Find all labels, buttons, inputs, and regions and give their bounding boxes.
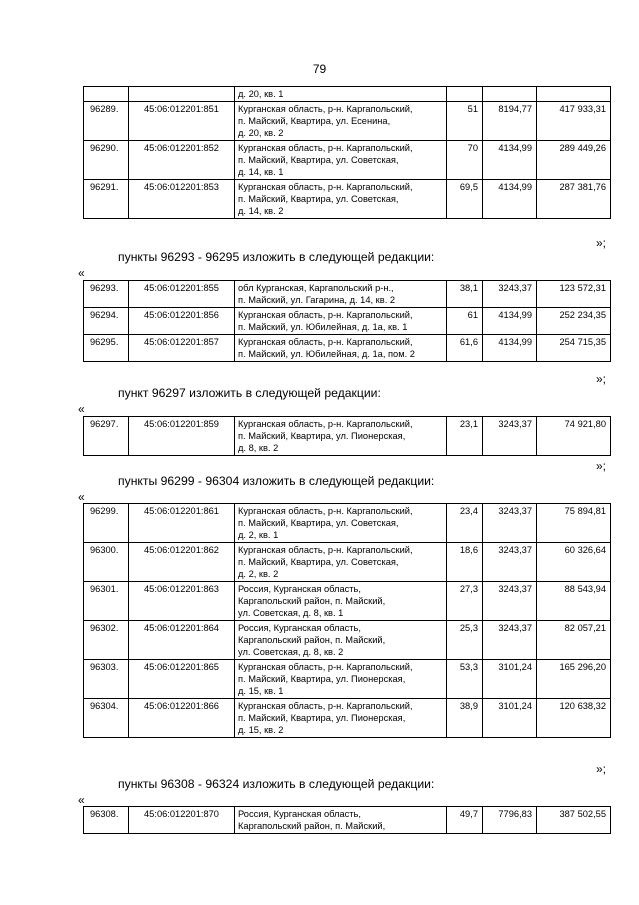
- area-cell: 69,5: [447, 180, 483, 219]
- address-cell: обл Курганская, Каргапольский р-н., п. Майский, ул. Гагарина, д. 14, кв. 2: [235, 281, 447, 308]
- table-body: [84, 417, 611, 456]
- price-per-sqm-cell: 3243,37: [483, 281, 537, 308]
- address-cell: Курганская область, р-н. Каргапольский, п. Майский, Квартира, ул. Советская, д. 14, кв. 2: [235, 180, 447, 219]
- table-body: [84, 807, 611, 834]
- price-per-sqm-cell: 4134,99: [483, 308, 537, 335]
- area-cell: 23,1: [447, 417, 483, 456]
- table-body: [84, 87, 611, 219]
- amendment-instruction: пункты 96308 - 96324 изложить в следующей редакции:: [118, 777, 435, 791]
- cadastral-number-cell: 45:06:012201:859: [129, 417, 235, 456]
- table-block-4: [83, 503, 611, 738]
- cadastral-number-cell: 45:06:012201:855: [129, 281, 235, 308]
- row-number-cell: 96289.: [84, 102, 129, 141]
- table-row: [84, 335, 611, 362]
- row-number-cell: 96299.: [84, 504, 129, 543]
- cadastral-value-cell: 289 449,26: [537, 141, 611, 180]
- price-per-sqm-cell: 4134,99: [483, 335, 537, 362]
- price-per-sqm-cell: 4134,99: [483, 141, 537, 180]
- row-number-cell: [84, 87, 129, 102]
- table-row: [84, 621, 611, 660]
- area-cell: 23,4: [447, 504, 483, 543]
- address-cell: Курганская область, р-н. Каргапольский, п. Майский, ул. Юбилейная, д. 1а, кв. 1: [235, 308, 447, 335]
- table-row: [84, 417, 611, 456]
- cadastral-number-cell: 45:06:012201:853: [129, 180, 235, 219]
- close-quote: »;: [596, 372, 607, 386]
- row-number-cell: 96302.: [84, 621, 129, 660]
- table-row: [84, 281, 611, 308]
- open-quote: «: [78, 793, 85, 807]
- row-number-cell: 96291.: [84, 180, 129, 219]
- cadastral-value-cell: 287 381,76: [537, 180, 611, 219]
- close-quote: »;: [596, 236, 607, 250]
- area-cell: 70: [447, 141, 483, 180]
- table-row: [84, 807, 611, 834]
- row-number-cell: 96301.: [84, 582, 129, 621]
- cadastral-value-cell: 387 502,55: [537, 807, 611, 834]
- price-per-sqm-cell: 8194,77: [483, 102, 537, 141]
- page-number: 79: [312, 62, 327, 76]
- cadastral-number-cell: [129, 87, 235, 102]
- open-quote: «: [78, 490, 85, 504]
- price-per-sqm-cell: 3243,37: [483, 504, 537, 543]
- close-quote: »;: [596, 459, 607, 473]
- close-quote: »;: [596, 762, 607, 776]
- row-number-cell: 96308.: [84, 807, 129, 834]
- area-cell: 25,3: [447, 621, 483, 660]
- row-number-cell: 96297.: [84, 417, 129, 456]
- price-per-sqm-cell: 3101,24: [483, 699, 537, 738]
- row-number-cell: 96293.: [84, 281, 129, 308]
- address-cell: Курганская область, р-н. Каргапольский, п. Майский, Квартира, ул. Пионерская, д. 15, кв. 1: [235, 660, 447, 699]
- address-cell: Курганская область, р-н. Каргапольский, п. Майский, Квартира, ул. Пионерская, д. 8, кв. 2: [235, 417, 447, 456]
- area-cell: 27,3: [447, 582, 483, 621]
- open-quote: «: [78, 266, 85, 280]
- table-row: [84, 582, 611, 621]
- cadastral-number-cell: 45:06:012201:866: [129, 699, 235, 738]
- cadastral-number-cell: 45:06:012201:856: [129, 308, 235, 335]
- cadastral-value-cell: 165 296,20: [537, 660, 611, 699]
- cadastral-value-cell: 254 715,35: [537, 335, 611, 362]
- cadastral-value-cell: 82 057,21: [537, 621, 611, 660]
- cadastral-value-cell: 417 933,31: [537, 102, 611, 141]
- cadastral-number-cell: 45:06:012201:852: [129, 141, 235, 180]
- price-per-sqm-cell: 3243,37: [483, 621, 537, 660]
- cadastral-number-cell: 45:06:012201:870: [129, 807, 235, 834]
- row-number-cell: 96300.: [84, 543, 129, 582]
- area-cell: 38,1: [447, 281, 483, 308]
- area-cell: 49,7: [447, 807, 483, 834]
- table-block-3: [83, 416, 611, 456]
- cadastral-value-cell: 120 638,32: [537, 699, 611, 738]
- cadastral-number-cell: 45:06:012201:857: [129, 335, 235, 362]
- table-block-1: [83, 86, 611, 219]
- cadastral-value-cell: 74 921,80: [537, 417, 611, 456]
- price-per-sqm-cell: 3101,24: [483, 660, 537, 699]
- amendment-instruction: пункты 96299 - 96304 изложить в следующей редакции:: [118, 474, 435, 488]
- row-number-cell: 96295.: [84, 335, 129, 362]
- price-per-sqm-cell: 4134,99: [483, 180, 537, 219]
- address-cell: Курганская область, р-н. Каргапольский, п. Майский, ул. Юбилейная, д. 1а, пом. 2: [235, 335, 447, 362]
- cadastral-number-cell: 45:06:012201:864: [129, 621, 235, 660]
- area-cell: 51: [447, 102, 483, 141]
- cadastral-value-cell: 88 543,94: [537, 582, 611, 621]
- table-row: [84, 504, 611, 543]
- address-cell: Россия, Курганская область, Каргапольский район, п. Майский, ул. Советская, д. 8, кв. 1: [235, 582, 447, 621]
- cadastral-value-cell: 75 894,81: [537, 504, 611, 543]
- table-row: [84, 543, 611, 582]
- table-row: [84, 180, 611, 219]
- address-cell: Курганская область, р-н. Каргапольский, п. Майский, Квартира, ул. Советская, д. 2, кв. 2: [235, 543, 447, 582]
- table-row: [84, 699, 611, 738]
- address-cell: Россия, Курганская область, Каргапольский район, п. Майский, ул. Советская, д. 8, кв. 2: [235, 621, 447, 660]
- price-per-sqm-cell: 3243,37: [483, 582, 537, 621]
- address-cell: Курганская область, р-н. Каргапольский, п. Майский, Квартира, ул. Есенина, д. 20, кв. 2: [235, 102, 447, 141]
- cadastral-value-cell: 252 234,35: [537, 308, 611, 335]
- address-cell: Курганская область, р-н. Каргапольский, п. Майский, Квартира, ул. Советская, д. 2, кв. 1: [235, 504, 447, 543]
- row-number-cell: 96290.: [84, 141, 129, 180]
- table-block-2: [83, 280, 611, 362]
- table-row: [84, 660, 611, 699]
- price-per-sqm-cell: 3243,37: [483, 417, 537, 456]
- address-cell: д. 20, кв. 1: [235, 87, 447, 102]
- cadastral-number-cell: 45:06:012201:851: [129, 102, 235, 141]
- area-cell: 38,9: [447, 699, 483, 738]
- table-block-5: [83, 806, 611, 834]
- area-cell: 53,3: [447, 660, 483, 699]
- cadastral-value-cell: [537, 87, 611, 102]
- amendment-instruction: пункт 96297 изложить в следующей редакции:: [118, 386, 381, 400]
- address-cell: Курганская область, р-н. Каргапольский, п. Майский, Квартира, ул. Советская, д. 14, кв. 1: [235, 141, 447, 180]
- row-number-cell: 96304.: [84, 699, 129, 738]
- price-per-sqm-cell: 7796,83: [483, 807, 537, 834]
- address-cell: Курганская область, р-н. Каргапольский, п. Майский, Квартира, ул. Пионерская, д. 15, кв. 2: [235, 699, 447, 738]
- price-per-sqm-cell: [483, 87, 537, 102]
- open-quote: «: [78, 402, 85, 416]
- address-cell: Россия, Курганская область, Каргапольский район, п. Майский,: [235, 807, 447, 834]
- cadastral-value-cell: 123 572,31: [537, 281, 611, 308]
- area-cell: [447, 87, 483, 102]
- table-row: [84, 87, 611, 102]
- area-cell: 61,6: [447, 335, 483, 362]
- cadastral-number-cell: 45:06:012201:861: [129, 504, 235, 543]
- table-row: [84, 141, 611, 180]
- cadastral-number-cell: 45:06:012201:865: [129, 660, 235, 699]
- row-number-cell: 96294.: [84, 308, 129, 335]
- price-per-sqm-cell: 3243,37: [483, 543, 537, 582]
- table-row: [84, 102, 611, 141]
- cadastral-number-cell: 45:06:012201:863: [129, 582, 235, 621]
- row-number-cell: 96303.: [84, 660, 129, 699]
- cadastral-number-cell: 45:06:012201:862: [129, 543, 235, 582]
- cadastral-value-cell: 60 326,64: [537, 543, 611, 582]
- table-row: [84, 308, 611, 335]
- table-body: [84, 504, 611, 738]
- area-cell: 18,6: [447, 543, 483, 582]
- table-body: [84, 281, 611, 362]
- amendment-instruction: пункты 96293 - 96295 изложить в следующей редакции:: [118, 250, 435, 264]
- area-cell: 61: [447, 308, 483, 335]
